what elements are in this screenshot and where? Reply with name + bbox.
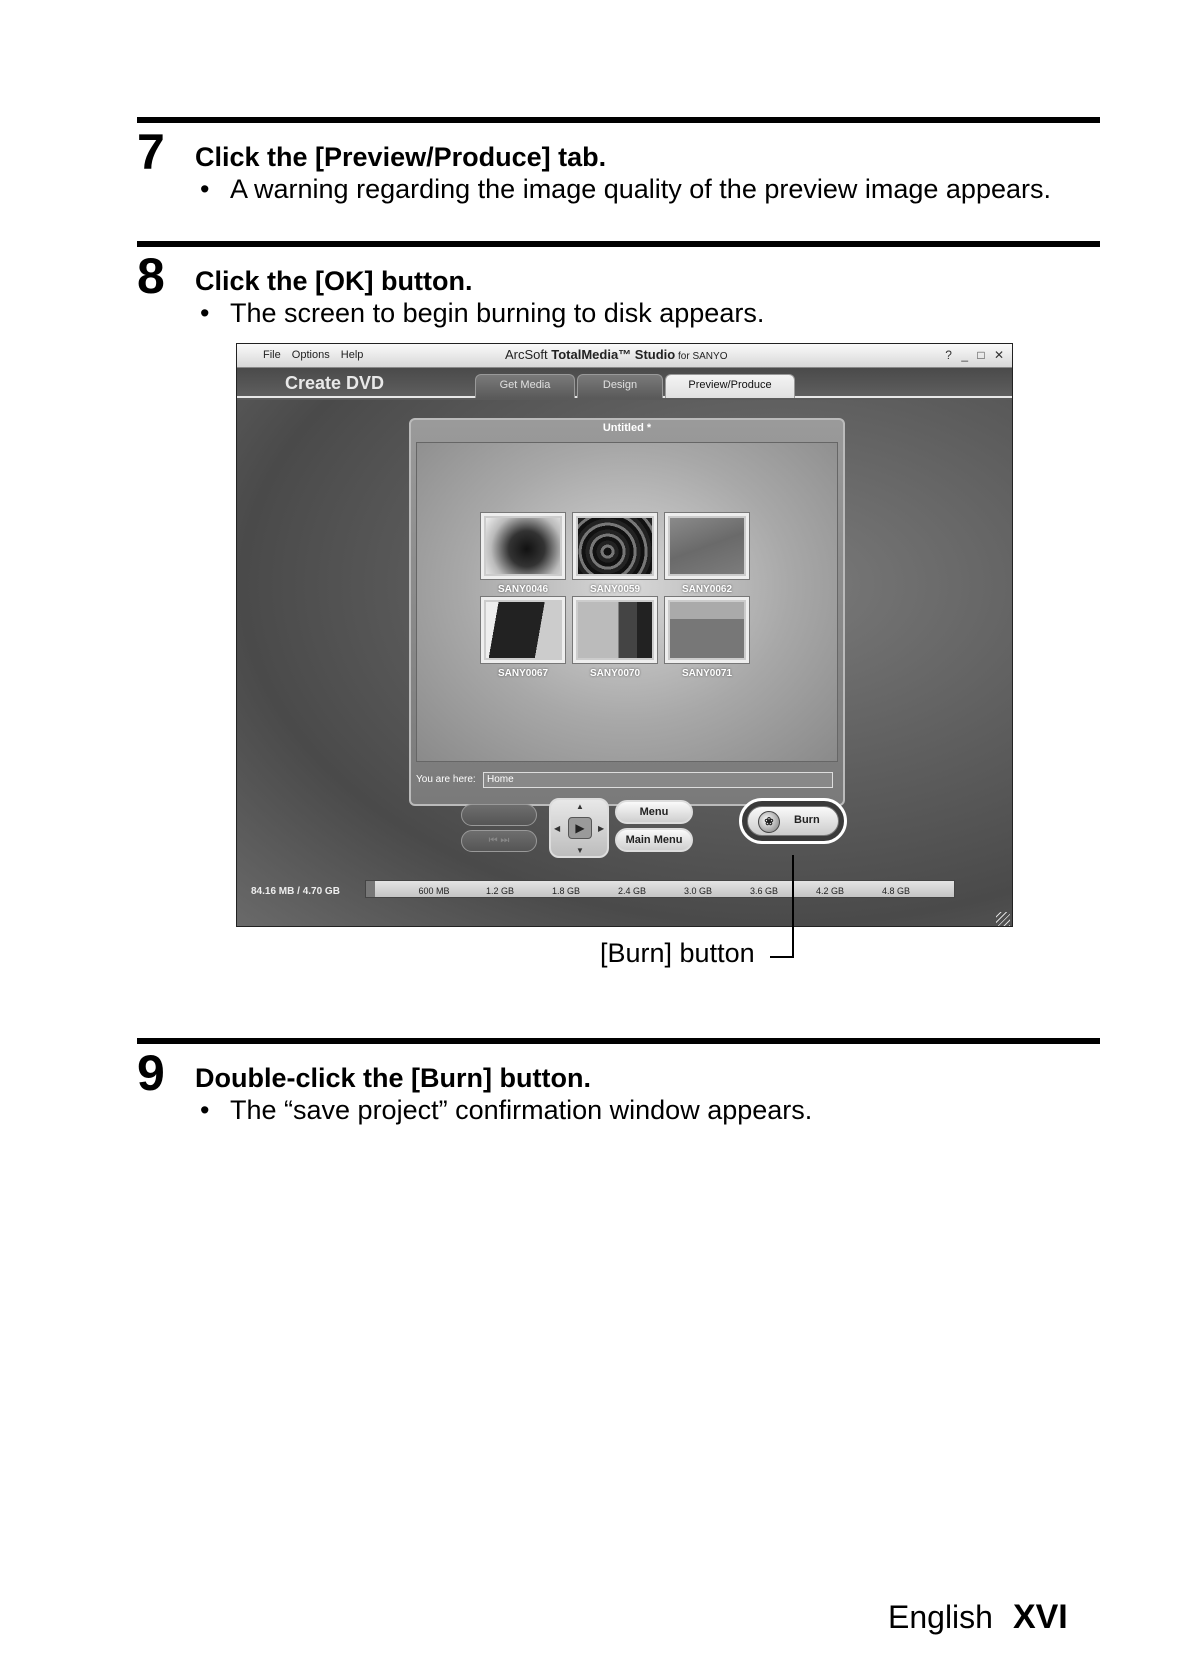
tab-design[interactable]: Design (577, 374, 663, 398)
step-7-rule (137, 117, 1100, 123)
menu-button[interactable]: Menu (615, 800, 693, 824)
workspace (237, 400, 1012, 927)
capacity-tick: 3.0 GB (683, 886, 713, 896)
thumbnail-frame (665, 513, 749, 579)
app-title-product: TotalMedia™ Studio (551, 347, 676, 362)
navigation-pad[interactable] (549, 798, 609, 858)
capacity-tick: 1.8 GB (551, 886, 581, 896)
thumbnail-label: SANY0062 (681, 584, 733, 595)
thumbnail-image (578, 602, 652, 658)
thumbnail-image (578, 518, 652, 574)
burn-button-callout: [Burn] button (600, 938, 755, 968)
window-controls (939, 348, 1004, 362)
capacity-label: 84.16 MB / 4.70 GB (251, 886, 340, 897)
step-9-title: Double-click the [Burn] button. (195, 1063, 591, 1093)
maximize-icon[interactable]: □ (977, 348, 985, 362)
app-title (505, 347, 727, 362)
step-9-number: 9 (137, 1045, 165, 1101)
menu-bar (263, 349, 371, 361)
skip-controls: ⏮ ⏭ (461, 830, 537, 852)
menu-help[interactable]: Help (340, 349, 364, 361)
burn-button-label: Burn (794, 814, 820, 826)
capacity-tick: 3.6 GB (749, 886, 779, 896)
step-8-rule (137, 241, 1100, 247)
thumbnail-item[interactable] (481, 597, 565, 679)
left-arrow-icon[interactable]: ◀ (554, 824, 561, 833)
down-arrow-icon[interactable]: ▼ (576, 846, 584, 855)
preview-panel (409, 418, 845, 806)
step-8-bullet-text: The screen to begin burning to disk appears. (230, 298, 765, 328)
menu-preview (416, 442, 838, 762)
thumbnail-image (486, 602, 560, 658)
callout-line (770, 956, 794, 958)
thumbnail-image (670, 602, 744, 658)
play-icon[interactable]: ▶ (568, 817, 592, 839)
step-7-bullet (200, 174, 1051, 204)
footer-language: English (888, 1599, 993, 1635)
up-arrow-icon[interactable]: ▲ (576, 802, 584, 811)
bullet-mark: • (200, 298, 210, 328)
burn-button-highlight (739, 798, 847, 844)
thumbnail-label: SANY0046 (497, 584, 549, 595)
thumbnail-label: SANY0070 (589, 668, 641, 679)
thumbnail-frame (573, 513, 657, 579)
capacity-tick: 600 MB (418, 886, 450, 896)
capacity-tick: 4.2 GB (815, 886, 845, 896)
capacity-fill (366, 881, 375, 897)
thumbnail-label: SANY0059 (589, 584, 641, 595)
page-number: XVI (1012, 1598, 1068, 1636)
close-icon[interactable]: ✕ (993, 348, 1004, 362)
step-9-bullet-text: The “save project” confirmation window appears. (230, 1095, 813, 1125)
callout-line (792, 855, 794, 958)
tab-get-media[interactable]: Get Media (475, 374, 575, 398)
minimize-icon[interactable]: _ (961, 348, 968, 362)
page-footer (888, 1598, 1068, 1637)
title-bar (237, 344, 1012, 368)
app-title-prefix: ArcSoft (505, 347, 552, 362)
step-7-number: 7 (137, 124, 165, 180)
menu-file[interactable]: File (263, 349, 281, 361)
thumbnail-frame (481, 513, 565, 579)
thumbnail-frame (481, 597, 565, 663)
disc-flame-icon: ❀ (758, 811, 780, 833)
capacity-tick: 4.8 GB (881, 886, 911, 896)
header-band (237, 368, 1012, 398)
step-7-title: Click the [Preview/Produce] tab. (195, 142, 607, 172)
right-arrow-icon[interactable]: ▶ (598, 824, 605, 833)
thumbnail-label: SANY0067 (497, 668, 549, 679)
help-icon[interactable]: ? (945, 348, 952, 362)
step-9-bullet (200, 1095, 812, 1125)
burn-button[interactable] (747, 806, 839, 836)
thumbnail-item[interactable] (573, 597, 657, 679)
step-8-number: 8 (137, 248, 165, 304)
thumbnail-image (486, 518, 560, 574)
you-are-here-label: You are here: (416, 774, 476, 785)
thumbnail-frame (573, 597, 657, 663)
capacity-bar (365, 880, 955, 898)
you-are-here-field: Home (483, 772, 833, 788)
step-9-rule (137, 1038, 1100, 1044)
thumbnail-item[interactable] (665, 513, 749, 595)
thumbnail-label: SANY0071 (681, 668, 733, 679)
capacity-tick: 1.2 GB (485, 886, 515, 896)
bullet-mark: • (200, 1095, 210, 1125)
app-screenshot (236, 343, 1013, 927)
main-menu-button[interactable]: Main Menu (615, 828, 693, 852)
step-8-title: Click the [OK] button. (195, 266, 473, 296)
thumbnail-item[interactable] (665, 597, 749, 679)
disabled-control-button (461, 804, 537, 826)
tab-preview-produce[interactable]: Preview/Produce (665, 374, 795, 398)
step-8-bullet (200, 298, 764, 328)
thumbnail-frame (665, 597, 749, 663)
section-title: Create DVD (285, 373, 385, 393)
step-7-bullet-text: A warning regarding the image quality of the preview image appears. (230, 174, 1051, 204)
preview-title: Untitled * (602, 422, 652, 434)
resize-grip-icon[interactable] (996, 912, 1010, 926)
app-title-suffix: for SANYO (675, 351, 728, 362)
thumbnail-image (670, 518, 744, 574)
capacity-tick: 2.4 GB (617, 886, 647, 896)
bullet-mark: • (200, 174, 210, 204)
menu-options[interactable]: Options (291, 349, 330, 361)
thumbnail-item[interactable] (481, 513, 565, 595)
thumbnail-item[interactable] (573, 513, 657, 595)
